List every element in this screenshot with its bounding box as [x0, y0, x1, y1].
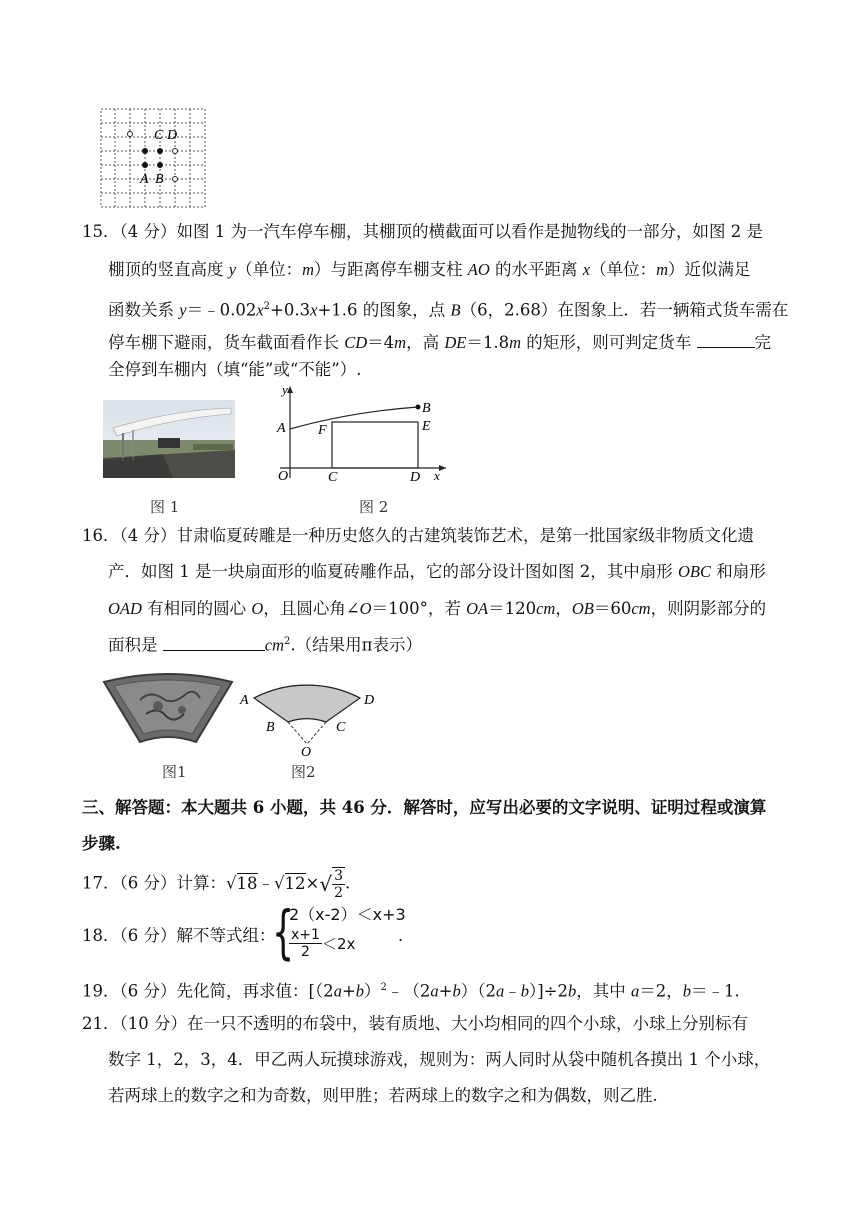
q16-line-3 — [108, 599, 766, 619]
dot-grid-figure — [98, 106, 208, 210]
text: 的水平距离 — [489, 260, 583, 279]
q15-line-3: 函数关系 $y=﹣0.02x^2+0.3x+1.6$ 的图象，点 B（6，2.68）在图象上．若一辆箱式货车需在 — [108, 300, 789, 320]
sqrt-3-over-2: √ — [319, 872, 333, 896]
graph-label-a: A — [277, 421, 286, 436]
brick-carving-photo — [100, 670, 236, 746]
text: ＝120 — [488, 599, 537, 618]
radicand: 12 — [284, 873, 306, 893]
fraction — [289, 927, 322, 960]
unit-cm: cm — [631, 599, 651, 618]
q16-fig1-caption: 图1 — [162, 763, 187, 781]
grid-hollow-dot — [128, 132, 133, 137]
var-o: O — [251, 599, 264, 618]
text: + — [341, 981, 356, 1001]
numerator: 3 — [334, 868, 344, 884]
graph-label-y: y — [282, 382, 288, 397]
q16-number: 16．（4 分） — [82, 526, 177, 545]
grid-solid-dot — [142, 162, 148, 168]
text: 面积是 — [108, 635, 163, 655]
section-3-heading: 三、解答题：本大题共 6 小题，共 46 分．解答时，应写出必要的文字说明、证明过程或演算 — [82, 798, 767, 817]
rhs: ＜2x — [321, 935, 356, 953]
text: ﹣ — [257, 873, 275, 893]
carport-photo — [103, 400, 235, 478]
var-obc: OBC — [677, 562, 711, 581]
text: ＝﹣0.02 — [186, 300, 257, 320]
text: ＝1.8 — [466, 333, 510, 352]
text: ）近似满足 — [668, 260, 751, 279]
graph-label-x: x — [434, 468, 440, 482]
sector-label-a: A — [240, 693, 249, 708]
var-a: a — [430, 981, 439, 1001]
graph-label-o: O — [278, 469, 289, 482]
q18 — [82, 926, 276, 946]
var-ao: AO — [467, 260, 490, 279]
text: ＝4 — [367, 333, 395, 352]
q19-number: 19．（6 分） — [82, 981, 177, 1001]
text: ＝﹣1. — [690, 981, 740, 1001]
q15-line-1 — [82, 222, 763, 242]
q15-line-2 — [108, 260, 751, 280]
q15-text: 如图 1 为一汽车停车棚，其棚顶的横截面可以看作是抛物线的一部分，如图 2 是 — [176, 222, 763, 241]
text: 停车棚下避雨，货车截面看作长 — [108, 333, 345, 352]
graph-label-e: E — [422, 419, 431, 434]
q21-line-3: 若两球上的数字之和为奇数，则甲胜；若两球上的数字之和为偶数，则乙胜. — [108, 1086, 658, 1105]
text: ）]÷2 — [528, 981, 568, 1001]
text: ）（2 — [460, 981, 496, 1001]
q18-end: . — [398, 926, 404, 945]
var-a: a — [495, 981, 505, 1001]
var-a: a — [333, 981, 342, 1001]
numerator: x+1 — [291, 927, 320, 943]
text: 解不等式组： — [176, 926, 276, 945]
sqrt-18: √18 — [226, 873, 258, 893]
text: 甘肃临夏砖雕是一种历史悠久的古建筑装饰艺术，是第一批国家级非物质文化遗 — [176, 526, 754, 545]
q21-number: 21．（10 分） — [82, 1014, 187, 1033]
var-b: b — [567, 981, 577, 1001]
unit-cm: cm — [264, 635, 284, 655]
sector-label-c: C — [336, 720, 346, 735]
sector-label-o: O — [301, 745, 312, 758]
var-x: x — [310, 300, 318, 320]
var-a: a — [630, 981, 640, 1001]
section-3-heading-cont: 步骤. — [82, 834, 121, 853]
q15-fig1-caption: 图 1 — [150, 498, 180, 516]
fraction — [332, 867, 345, 901]
var-oa: OA — [466, 599, 489, 618]
text: ﹣ — [504, 981, 521, 1001]
var-oad: OAD — [108, 599, 142, 618]
var-y: y — [228, 260, 237, 279]
annular-sector-diagram — [236, 664, 382, 758]
q21-line-1 — [82, 1014, 748, 1034]
text: 产．如图 1 是一块扇面形的临夏砖雕作品，它的部分设计图如图 2，其中扇形 — [108, 562, 678, 581]
sector-label-b: B — [266, 720, 275, 735]
text: ，且圆心角∠ — [263, 599, 360, 618]
q15-line-5 — [108, 360, 362, 380]
grid-hollow-dot — [173, 177, 178, 182]
text: 有相同的圆心 — [141, 599, 252, 618]
inequality-brace: { — [272, 898, 295, 966]
text: .（结果用π表示） — [290, 635, 422, 655]
parabola-graph — [270, 382, 450, 482]
q16-line-4: 面积是 $cm^2$.（结果用π表示） — [108, 635, 422, 655]
text: 计算： — [176, 873, 226, 893]
text: ， — [555, 599, 572, 618]
text: × — [305, 873, 320, 893]
graph-label-f: F — [318, 423, 327, 438]
text: 完 — [754, 333, 772, 352]
text: ，高 — [406, 333, 445, 352]
exponent: 2 — [380, 982, 387, 993]
q19 — [82, 978, 740, 1002]
q16-line-1 — [82, 526, 754, 546]
answer-blank[interactable] — [697, 333, 755, 348]
radicand: 18 — [236, 873, 258, 893]
var-x: x — [256, 300, 264, 320]
grid-solid-dot — [157, 162, 163, 168]
sector-label-d: D — [364, 693, 375, 708]
text: （6，2.68）在图象上．若一辆箱式货车需在 — [460, 300, 789, 320]
unit-cm: cm — [536, 599, 556, 618]
text: +1.6 的图象，点 — [317, 300, 451, 320]
unit-m: m — [656, 260, 668, 279]
q15-number: 15．（4 分） — [82, 222, 177, 241]
text: 在一只不透明的布袋中，装有质地、大小均相同的四个小球，小球上分别标有 — [187, 1014, 748, 1033]
text: ＝2， — [639, 981, 683, 1001]
text: （单位： — [236, 260, 303, 279]
text: ＝100°，若 — [371, 599, 467, 618]
var-x: x — [582, 260, 591, 279]
text: . — [345, 873, 351, 893]
text: +0.3 — [270, 300, 311, 320]
grid-solid-dot — [157, 148, 163, 154]
text: 函数关系 — [108, 300, 180, 320]
graph-label-c: C — [328, 470, 338, 482]
sqrt-12: √12 — [274, 873, 306, 893]
grid-label-c: C — [154, 128, 164, 143]
var-b: b — [355, 981, 365, 1001]
var-b: b — [682, 981, 691, 1001]
q16-fig2-caption: 图2 — [291, 763, 316, 781]
graph-label-b: B — [422, 401, 431, 416]
q15-line-4 — [108, 333, 771, 353]
text: 先化简，再求值：[（2 — [176, 981, 334, 1001]
var-b: b — [520, 981, 529, 1001]
grid-label-a: A — [140, 172, 149, 187]
text: ，则阴影部分的 — [650, 599, 767, 618]
var-b: b — [452, 981, 461, 1001]
text: 和扇形 — [710, 562, 766, 581]
var-ob: OB — [571, 599, 594, 618]
q16-line-2 — [108, 562, 766, 582]
graph-label-d: D — [410, 470, 421, 482]
var-o: O — [359, 599, 372, 618]
var-y: y — [179, 300, 187, 320]
text: 棚顶的竖直高度 — [108, 260, 229, 279]
grid-solid-dot — [142, 148, 148, 154]
answer-blank[interactable] — [163, 636, 265, 651]
q17 — [82, 867, 350, 901]
text: 全停到车棚内（填“能”或“不能”）. — [108, 360, 362, 379]
grid-label-d: D — [167, 128, 178, 143]
q21-line-2: 数字 1，2，3，4．甲乙两人玩摸球游戏，规则为：两人同时从袋中随机各摸出 1 个小球， — [108, 1050, 771, 1069]
text: + — [438, 981, 453, 1001]
grid-label-b: B — [155, 172, 164, 187]
text: ＝60 — [593, 599, 632, 618]
text: 的矩形，则可判定货车 — [521, 333, 697, 352]
denominator: 2 — [334, 885, 344, 901]
inequality-1: 2（x-2）＜x+3 — [289, 905, 406, 924]
q18-number: 18．（6 分） — [82, 926, 177, 945]
text: ﹣（2 — [386, 981, 431, 1001]
denominator: 2 — [301, 944, 310, 960]
point-b: B — [450, 300, 461, 320]
text: ，其中 — [576, 981, 631, 1001]
text: ） — [364, 981, 381, 1001]
grid-hollow-dot — [173, 149, 178, 154]
unit-m: m — [509, 333, 522, 352]
text: （单位： — [590, 260, 657, 279]
var-de: DE — [444, 333, 467, 352]
unit-m: m — [302, 260, 314, 279]
q17-number: 17．（6 分） — [82, 873, 177, 893]
unit-m: m — [394, 333, 407, 352]
q15-fig2-caption: 图 2 — [359, 498, 389, 516]
var-cd: CD — [344, 333, 368, 352]
inequality-2 — [289, 927, 355, 960]
text: ）与距离停车棚支柱 — [314, 260, 468, 279]
